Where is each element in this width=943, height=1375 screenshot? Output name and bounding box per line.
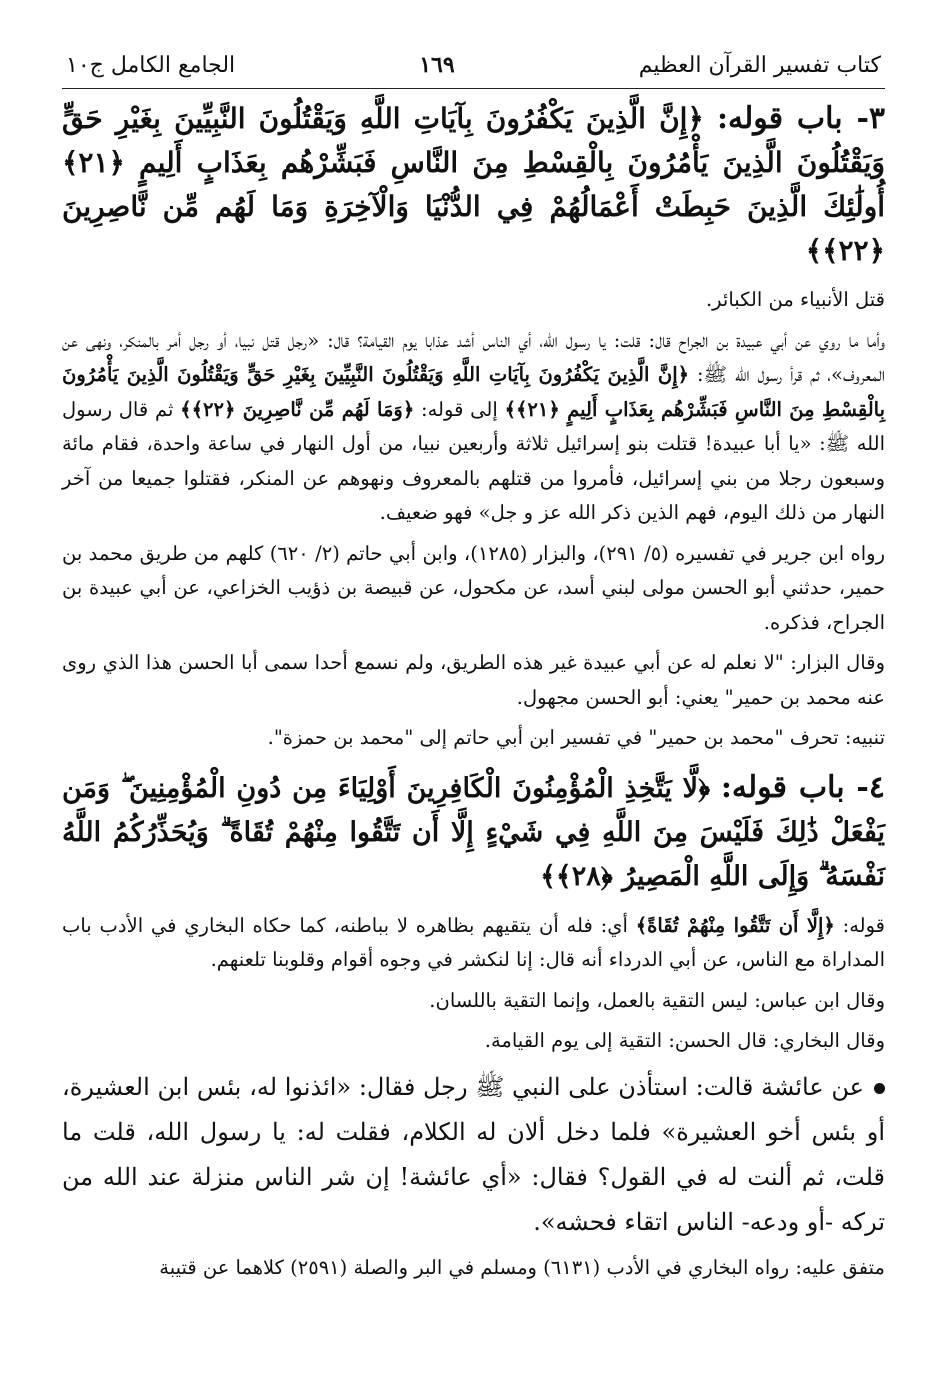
volume-label: الجامع الكامل ج١٠ <box>66 53 236 78</box>
paragraph-6 <box>62 909 885 978</box>
paragraph-2-text-2: إلى قوله: <box>421 397 498 421</box>
bullet-dot-icon <box>874 1083 885 1094</box>
paragraph-3: رواه ابن جرير في تفسيره (٥/ ٢٩١)، والبزار (١٢٨٥)، وابن أبي حاتم (٢/ ٦٢٠) كلهم من طريق محمد بن حمير، حدثني أبو الحسن مولى لبني أسد، عن مكحول، عن قبيصة بن ذؤيب الخزاعي، عن أبي عبيدة بن الجراح، فذكره. <box>62 541 885 634</box>
page-number: ١٦٩ <box>419 52 455 78</box>
paragraph-6-text-1: قوله: <box>842 913 885 937</box>
paragraph-1: قتل الأنبياء من الكبائر. <box>705 288 885 311</box>
running-header <box>62 52 885 89</box>
section-3-heading <box>62 97 885 273</box>
section-4-verse: ﴿لَّا يَتَّخِذِ الْمُؤْمِنُونَ الْكَافِرِينَ أَوْلِيَاءَ مِن دُونِ الْمُؤْمِنِينَ ۖ وَمَن يَفْعَلْ ذَٰلِكَ فَلَيْسَ مِنَ اللَّهِ فِي شَيْءٍ إِلَّا أَن تَتَّقُوا مِنْهُمْ تُقَاةً ۗ وَيُحَذِّرُكُمُ اللَّهُ نَفْسَهُ ۗ وَإِلَى اللَّهِ الْمَصِيرُ ﴿٢٨﴾﴾ <box>62 772 885 892</box>
hadith-paragraph <box>62 1065 885 1245</box>
paragraph-5: تنبيه: تحرف "محمد بن حمير" في تفسير ابن أبي حاتم إلى "محمد بن حمزة". <box>267 726 885 749</box>
paragraph-2-verse-2: ﴿وَمَا لَهُم مِّن نَّاصِرِينَ ﴿٢٢﴾﴾ <box>180 397 415 421</box>
paragraph-2-text-1: وأما ما روي عن أبي عبيدة بن الجراح قال: قلت: يا رسول الله، أي الناس أشد عذابا يوم القيامة؟ قال: «رجل قتل نبيا، أو رجل أمر بالمنكر، ونهى عن المعروف»، ثم قرأ رسول الله ﷺ: <box>62 328 885 386</box>
section-4-heading <box>62 766 885 899</box>
paragraph-2-text-3: ثم قال رسول الله ﷺ: «يا أبا عبيدة! قتلت بنو إسرائيل ثلاثة وأربعين نبيا، من أول النهار في ساعة واحدة، فقام مائة وسبعون رجلا من بني إسرائيل، فأمروا من قتلهم بالمعروف ونهوهم عن المنكر، فقتلوا جميعا من آخر النهار من ذلك اليوم، فهم الذين ذكر الله عز و جل» فهو ضعيف. <box>62 397 885 524</box>
paragraph-2 <box>62 324 885 531</box>
section-3-title: ٣- باب قوله: <box>716 101 886 136</box>
hadith-text: عن عائشة قالت: استأذن على النبي ﷺ رجل فقال: «ائذنوا له، بئس ابن العشيرة، أو بئس أخو العشيرة» فلما دخل ألان له الكلام، فقلت له: يا رسول الله، قلت ما قلت، ثم ألنت له في القول؟ فقال: «أي عائشة! إن شر الناس منزلة عند الله من تركه -أو ودعه- الناس اتقاء فحشه». <box>62 1072 885 1236</box>
book-title: كتاب تفسير القرآن العظيم <box>638 53 881 78</box>
paragraph-9: متفق عليه: رواه البخاري في الأدب (٦١٣١) ومسلم في البر والصلة (٢٥٩١) كلاهما عن قتيبة <box>159 1255 885 1279</box>
section-3-verse: ﴿إِنَّ الَّذِينَ يَكْفُرُونَ بِآيَاتِ اللَّهِ وَيَقْتُلُونَ النَّبِيِّينَ بِغَيْرِ حَقٍّ وَيَقْتُلُونَ الَّذِينَ يَأْمُرُونَ بِالْقِسْطِ مِنَ النَّاسِ فَبَشِّرْهُم بِعَذَابٍ أَلِيمٍ ﴿٢١﴾ أُولَٰئِكَ الَّذِينَ حَبِطَتْ أَعْمَالُهُمْ فِي الدُّنْيَا وَالْآخِرَةِ وَمَا لَهُم مِّن نَّاصِرِينَ ﴿٢٢﴾﴾ <box>62 102 885 267</box>
paragraph-4: وقال البزار: "لا نعلم له عن أبي عبيدة غير هذه الطريق، ولم نسمع أحدا سمى أبا الحسن هذا الذي روى عنه محمد بن حمير" يعني: أبو الحسن مجهول. <box>62 651 885 709</box>
paragraph-6-text-2: أي: فله أن يتقيهم بظاهره لا بباطنه، كما حكاه البخاري في الأدب باب المداراة مع الناس، عن أبي الدرداء أنه قال: إنا لنكشر في وجوه أقوام وقلوبنا تلعنهم. <box>62 913 885 971</box>
paragraph-6-verse: ﴿إِلَّا أَن تَتَّقُوا مِنْهُمْ تُقَاةً﴾ <box>635 913 835 937</box>
paragraph-7: وقال ابن عباس: ليس التقية بالعمل، وإنما التقية باللسان. <box>429 988 885 1012</box>
paragraph-8: وقال البخاري: قال الحسن: التقية إلى يوم القيامة. <box>484 1029 885 1052</box>
section-4-title: ٤- باب قوله: <box>720 769 885 805</box>
paragraph-2-verse-1: ﴿إِنَّ الَّذِينَ يَكْفُرُونَ بِآيَاتِ اللَّهِ وَيَقْتُلُونَ النَّبِيِّينَ بِغَيْرِ حَقٍّ وَيَقْتُلُونَ الَّذِينَ يَأْمُرُونَ بِالْقِسْطِ مِنَ النَّاسِ فَبَشِّرْهُم بِعَذَابٍ أَلِيمٍ ﴿٢١﴾﴾ <box>62 363 886 421</box>
